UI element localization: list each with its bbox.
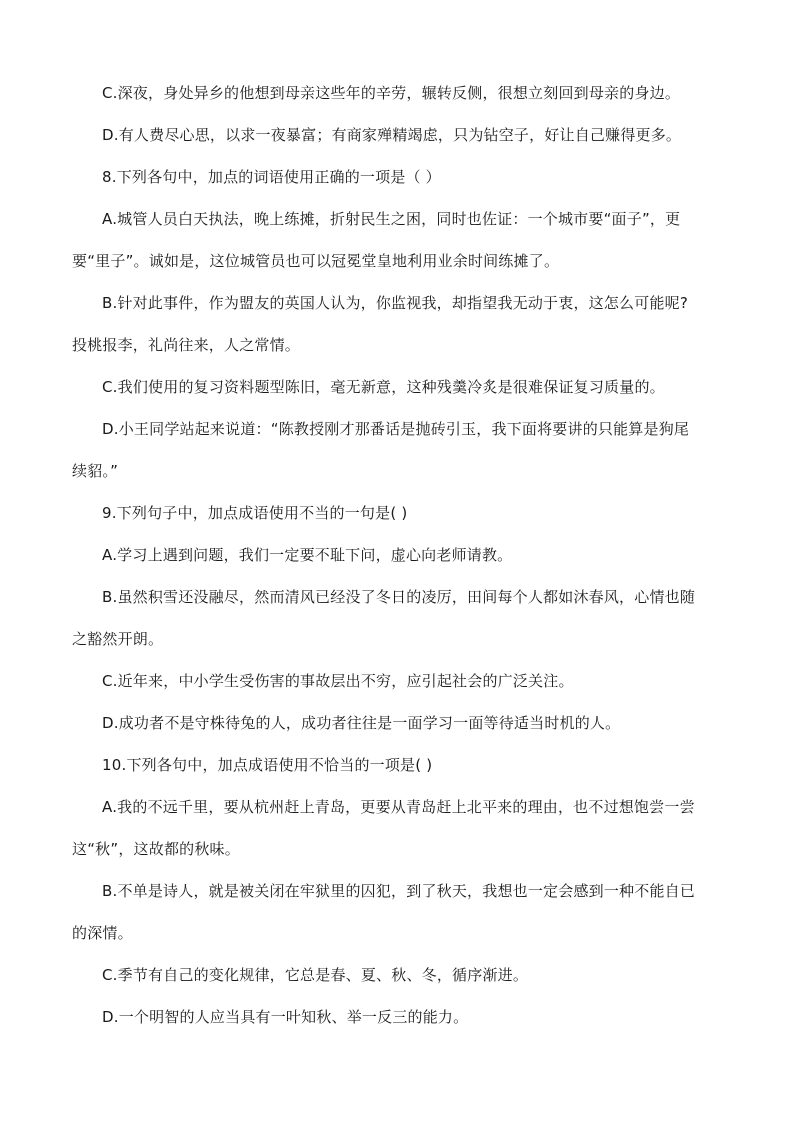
paragraph-line: D.有人费尽心思，以求一夜暴富；有商家殚精竭虑，只为钻空子，好让自己赚得更多。	[102, 126, 682, 144]
question-heading: 8.下列各句中，加点的词语使用正确的一项是（ ）	[102, 168, 441, 186]
paragraph-line: D.成功者不是守株待兔的人，成功者往往是一面学习一面等待适当时机的人。	[102, 714, 621, 732]
paragraph-line: A.城管人员白天执法，晚上练摊，折射民生之困，同时也佐证：一个城市要“面子”，更	[102, 210, 681, 228]
paragraph-line: C.我们使用的复习资料题型陈旧，毫无新意，这种残羹冷炙是很难保证复习质量的。	[102, 378, 665, 396]
paragraph-line: 这“秋”，这故都的秋味。	[72, 840, 240, 858]
paragraph-line: C.近年来，中小学生受伤害的事故层出不穷，应引起社会的广泛关注。	[102, 672, 574, 690]
paragraph-line: B.虽然积雪还没融尽，然而清风已经没了冬日的凌厉，田间每个人都如沐春风，心情也随	[102, 588, 696, 606]
paragraph-line: B.不单是诗人，就是被关闭在牢狱里的囚犯，到了秋天，我想也一定会感到一种不能自已	[102, 882, 696, 900]
paragraph-line: 要“里子”。诚如是，这位城管员也可以冠冕堂皇地利用业余时间练摊了。	[72, 252, 560, 270]
paragraph-line: B.针对此事件，作为盟友的英国人认为，你监视我，却指望我无动于衷，这怎么可能呢?	[102, 294, 689, 312]
paragraph-line: A.学习上遇到问题，我们一定要不耻下问，虚心向老师请教。	[102, 546, 513, 564]
question-heading: 10.下列各句中，加点成语使用不恰当的一项是( )	[102, 756, 433, 774]
question-heading: 9.下列句子中，加点成语使用不当的一句是( )	[102, 504, 408, 522]
paragraph-line: D.一个明智的人应当具有一叶知秋、举一反三的能力。	[102, 1008, 469, 1026]
document-body	[72, 72, 722, 1038]
paragraph-line: 投桃报李，礼尚往来，人之常情。	[72, 336, 301, 354]
paragraph-line: D.小王同学站起来说道：“陈教授刚才那番话是抛砖引玉，我下面将要讲的只能算是狗尾	[102, 420, 690, 438]
paragraph-line: 续貂。”	[72, 462, 119, 480]
paragraph-line: A.我的不远千里，要从杭州赶上青岛，更要从青岛赶上北平来的理由，也不过想饱尝一尝	[102, 798, 695, 816]
paragraph-line: C.季节有自己的变化规律，它总是春、夏、秋、冬，循序渐进。	[102, 966, 529, 984]
paragraph-line: C.深夜，身处异乡的他想到母亲这些年的辛劳，辗转反侧，很想立刻回到母亲的身边。	[102, 84, 681, 102]
paragraph-line: 的深情。	[72, 924, 133, 942]
paragraph-line: 之豁然开朗。	[72, 630, 164, 648]
